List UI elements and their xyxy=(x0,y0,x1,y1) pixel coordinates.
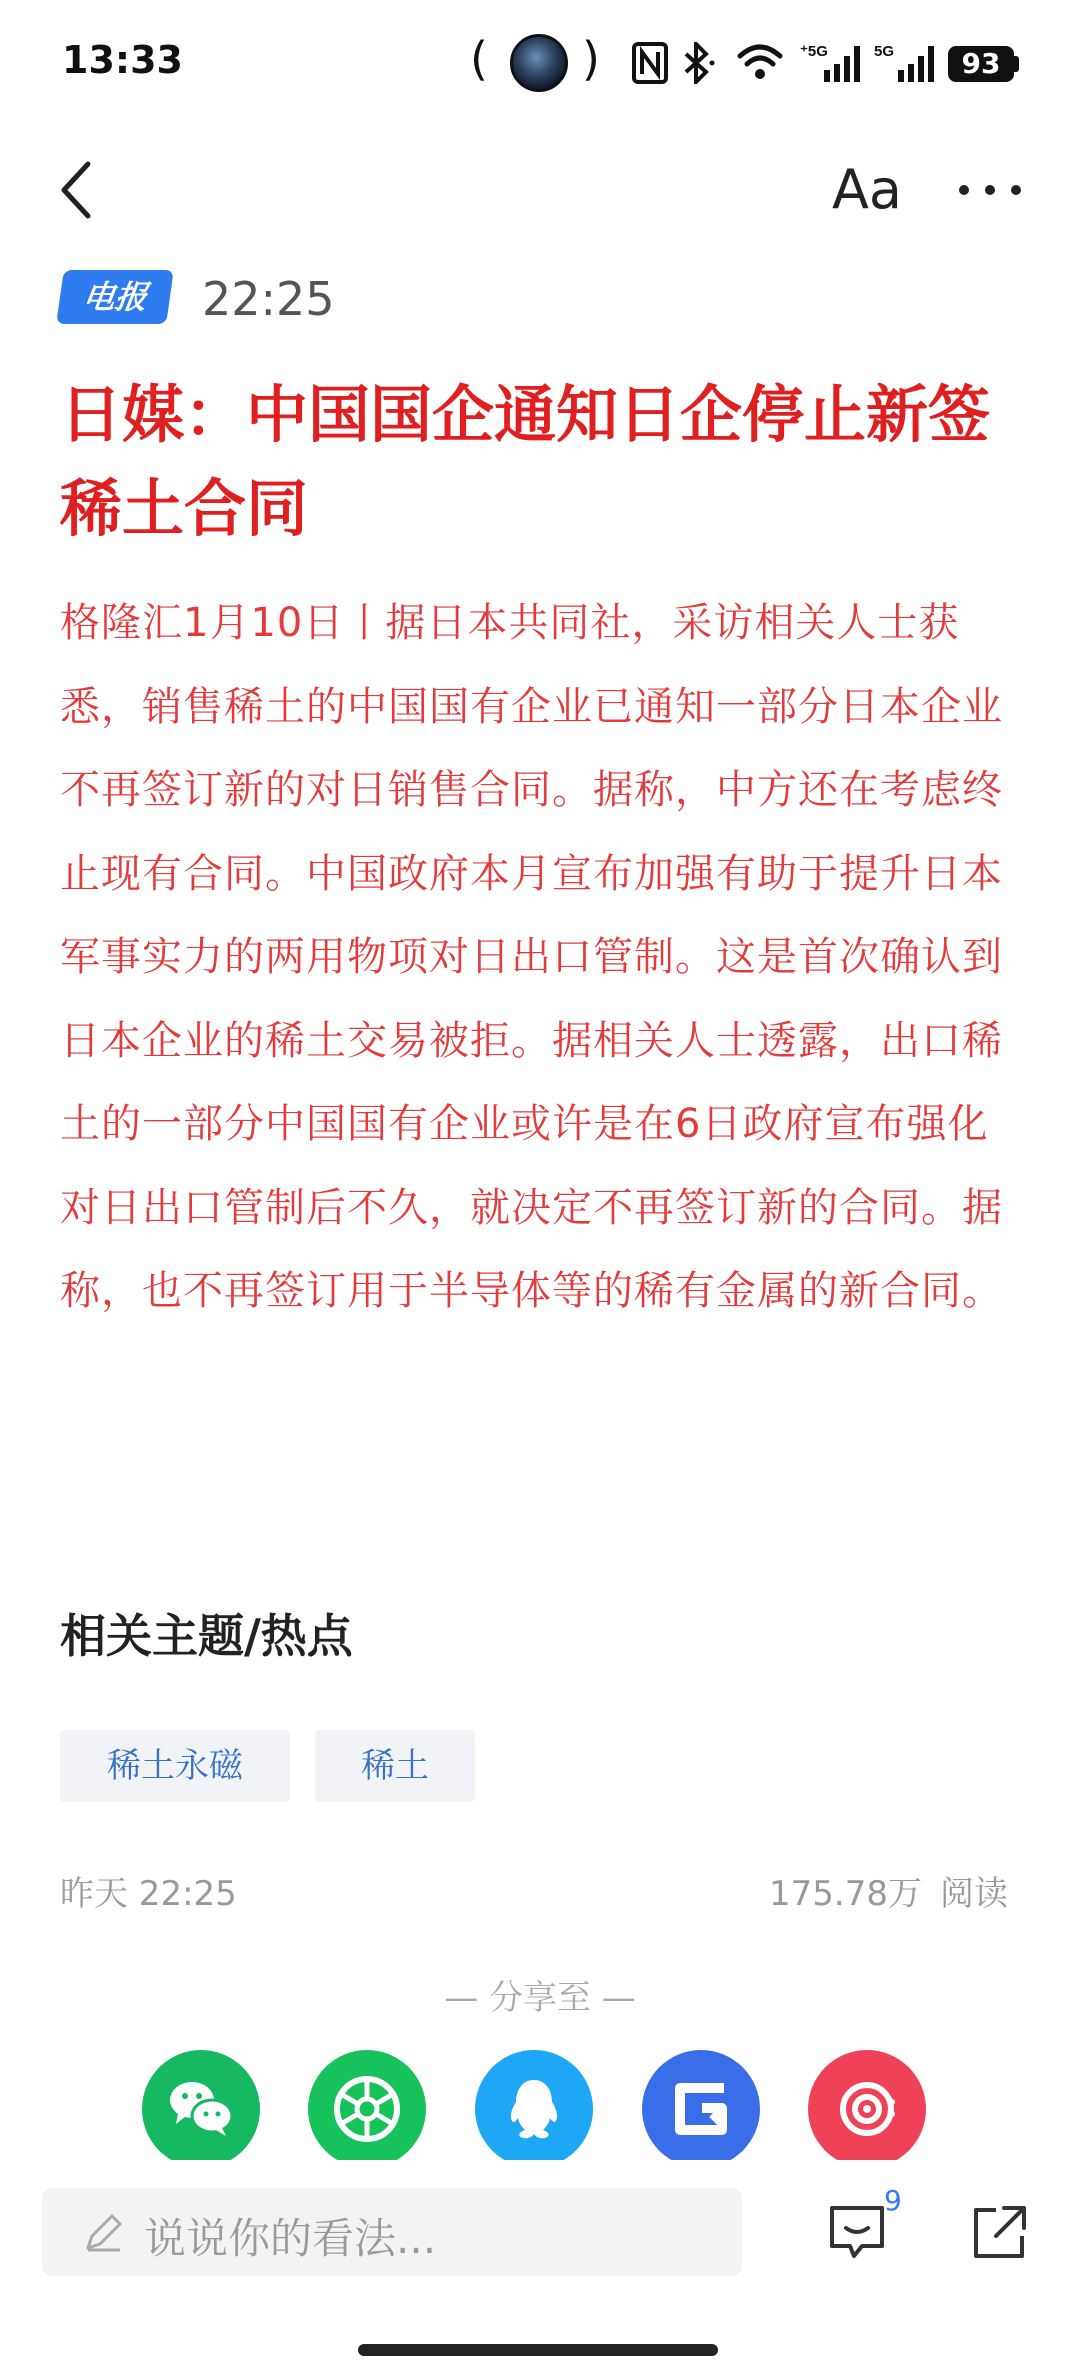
topic-tag[interactable]: 稀土 xyxy=(315,1730,475,1802)
comment-input[interactable] xyxy=(42,2188,742,2276)
read-count-label: 阅读 xyxy=(940,1874,1008,1914)
battery-tip-icon xyxy=(1014,56,1019,72)
home-indicator[interactable] xyxy=(358,2344,718,2356)
article-body: 格隆汇1月10日丨据日本共同社，采访相关人士获悉，销售稀土的中国国有企业已通知一部分日本企业不再签订新的对日销售合同。据称，中方还在考虑终止现有合同。中国政府本月宣布加强有助于提升日本军事实力的两用物项对日出口管制。这是首次确认到日本企业的稀土交易被拒。据相关人士透露，出口稀土的一部分中国国有企业或许是在6日政府宣布强化对日出口管制后不久，就决定不再签订新的合同。据称，也不再签订用于半导体等的稀有金属的新合同。 xyxy=(60,600,1003,1314)
comments-button[interactable] xyxy=(826,2200,890,2264)
share-button[interactable] xyxy=(970,2202,1030,2262)
moments-icon xyxy=(332,2074,402,2144)
share-moments-button[interactable] xyxy=(308,2050,426,2168)
comment-count-badge: 9 xyxy=(884,2184,902,2217)
share-g-app-button[interactable] xyxy=(642,2050,760,2168)
weibo-icon xyxy=(832,2074,902,2144)
paren-right-icon: ) xyxy=(582,32,600,86)
share-wechat-button[interactable] xyxy=(142,2050,260,2168)
more-button[interactable] xyxy=(950,150,1030,230)
signal-5g-icon xyxy=(874,42,938,84)
bluetooth-icon xyxy=(682,42,716,84)
wechat-icon xyxy=(166,2074,236,2144)
back-button[interactable] xyxy=(52,150,112,230)
pen-icon xyxy=(82,2210,126,2254)
publish-time: 昨天 22:25 xyxy=(60,1874,237,1914)
status-avatar-icon xyxy=(510,34,568,92)
read-count-value: 175.78万 xyxy=(769,1874,922,1914)
article-title: 日媒：中国国企通知日企停止新签稀土合同 xyxy=(60,378,991,545)
share-qq-button[interactable] xyxy=(475,2050,593,2168)
svg-text:5G: 5G xyxy=(874,43,895,60)
status-time: 13:33 xyxy=(62,38,183,82)
share-label: — 分享至 — xyxy=(444,1978,636,2018)
battery-indicator: 93 xyxy=(948,46,1014,82)
topic-tag[interactable]: 稀土永磁 xyxy=(60,1730,290,1802)
share-arrow-icon xyxy=(970,2202,1030,2262)
nfc-icon xyxy=(632,42,668,84)
share-weibo-button[interactable] xyxy=(808,2050,926,2168)
font-size-button[interactable]: Aa xyxy=(831,158,903,221)
signal-5g-icon xyxy=(800,42,864,84)
g-app-icon xyxy=(666,2074,736,2144)
telegram-badge: 电报 xyxy=(56,270,174,324)
svg-text:⁺5G: ⁺5G xyxy=(800,43,828,60)
more-dots-icon xyxy=(950,150,1030,230)
status-bar xyxy=(0,0,1080,130)
bottom-bar xyxy=(0,2160,1080,2376)
wifi-icon xyxy=(736,42,784,82)
paren-left-icon: ( xyxy=(470,32,488,86)
chevron-left-icon xyxy=(52,150,112,230)
comment-icon xyxy=(826,2200,890,2264)
qq-icon xyxy=(499,2074,569,2144)
read-count xyxy=(769,1866,1008,1915)
related-topics-title: 相关主题/热点 xyxy=(60,1609,353,1663)
article-time: 22:25 xyxy=(202,272,335,326)
comment-placeholder: 说说你的看法... xyxy=(144,2214,437,2263)
